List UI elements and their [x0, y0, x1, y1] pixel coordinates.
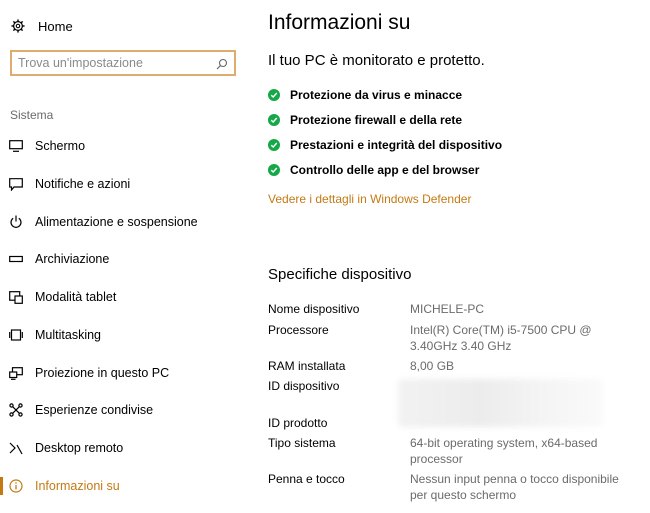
remote-desktop-icon — [9, 441, 23, 455]
status-label: Prestazioni e integrità del dispositivo — [290, 138, 503, 152]
monitor-icon — [9, 139, 23, 153]
sidebar-item-notifiche[interactable] — [0, 166, 250, 202]
spec-value: MICHELE-PC — [410, 302, 485, 316]
status-item — [268, 161, 479, 179]
sidebar-item-proiezione[interactable] — [0, 355, 250, 391]
sidebar-item-label: Proiezione in questo PC — [35, 366, 170, 380]
spec-label: Penna e tocco — [268, 472, 345, 486]
sidebar-item-informazioni-su[interactable] — [0, 468, 250, 504]
search-input[interactable] — [12, 55, 210, 71]
spec-value: Intel(R) Core(TM) i5-7500 CPU @ 3.40GHz 3.40 GHz — [410, 323, 592, 353]
sidebar-item-label: Archiviazione — [35, 252, 110, 266]
status-item — [268, 111, 462, 129]
protection-status-heading: Il tuo PC è monitorato e protetto. — [268, 52, 485, 69]
sidebar-item-label: Multitasking — [35, 328, 101, 342]
gear-icon — [10, 18, 26, 34]
spec-label: Nome dispositivo — [268, 302, 360, 316]
sidebar-item-label: Informazioni su — [35, 479, 120, 493]
info-icon — [9, 479, 23, 493]
sidebar-item-archiviazione[interactable] — [0, 241, 250, 277]
spec-label: ID dispositivo — [268, 379, 340, 393]
spec-value: Nessun input penna o tocco disponibile per questo schermo — [410, 472, 619, 502]
redacted-ids — [398, 379, 603, 427]
spec-label: Processore — [268, 323, 329, 337]
sidebar-item-desktop-remoto[interactable] — [0, 430, 250, 466]
section-label-sistema: Sistema — [10, 108, 54, 122]
notification-icon — [9, 177, 23, 191]
status-item — [268, 86, 462, 104]
settings-sidebar — [0, 0, 250, 513]
power-icon — [9, 215, 23, 229]
specs-heading: Specifiche dispositivo — [268, 266, 412, 283]
check-icon — [268, 164, 280, 176]
sidebar-item-label: Modalità tablet — [35, 290, 117, 304]
page-title: Informazioni su — [268, 11, 411, 34]
spec-label: RAM installata — [268, 359, 346, 373]
check-icon — [268, 89, 280, 101]
sidebar-item-label: Schermo — [35, 139, 86, 153]
sidebar-item-schermo[interactable] — [0, 128, 250, 164]
sidebar-item-label: Desktop remoto — [35, 441, 124, 455]
storage-icon — [9, 252, 23, 266]
status-label: Protezione firewall e della rete — [290, 113, 463, 127]
projection-icon — [9, 366, 23, 380]
share-icon — [9, 403, 23, 417]
spec-value: 8,00 GB — [410, 359, 455, 373]
tablet-icon — [9, 290, 23, 304]
windows-defender-link[interactable]: Vedere i dettagli in Windows Defender — [268, 192, 472, 206]
settings-search-box[interactable] — [10, 50, 236, 76]
check-icon — [268, 114, 280, 126]
status-label: Protezione da virus e minacce — [290, 88, 463, 102]
sidebar-item-esperienze-condivise[interactable] — [0, 392, 250, 428]
status-item — [268, 136, 502, 154]
sidebar-item-modalita-tablet[interactable] — [0, 279, 250, 315]
check-icon — [268, 139, 280, 151]
sidebar-item-alimentazione[interactable] — [0, 204, 250, 240]
multitasking-icon — [9, 328, 23, 342]
status-label: Controllo delle app e del browser — [290, 163, 480, 177]
spec-value: 64-bit operating system, x64-based processor — [410, 436, 598, 466]
sidebar-item-label: Notifiche e azioni — [35, 177, 131, 191]
sidebar-item-multitasking[interactable] — [0, 317, 250, 353]
sidebar-item-label: Esperienze condivise — [35, 403, 154, 417]
home-label: Home — [38, 18, 73, 34]
home-nav-item[interactable] — [10, 17, 73, 35]
search-icon[interactable] — [216, 57, 228, 69]
sidebar-item-label: Alimentazione e sospensione — [35, 215, 198, 229]
about-panel — [268, 0, 648, 513]
spec-label: Tipo sistema — [268, 436, 336, 450]
spec-label: ID prodotto — [268, 416, 328, 430]
